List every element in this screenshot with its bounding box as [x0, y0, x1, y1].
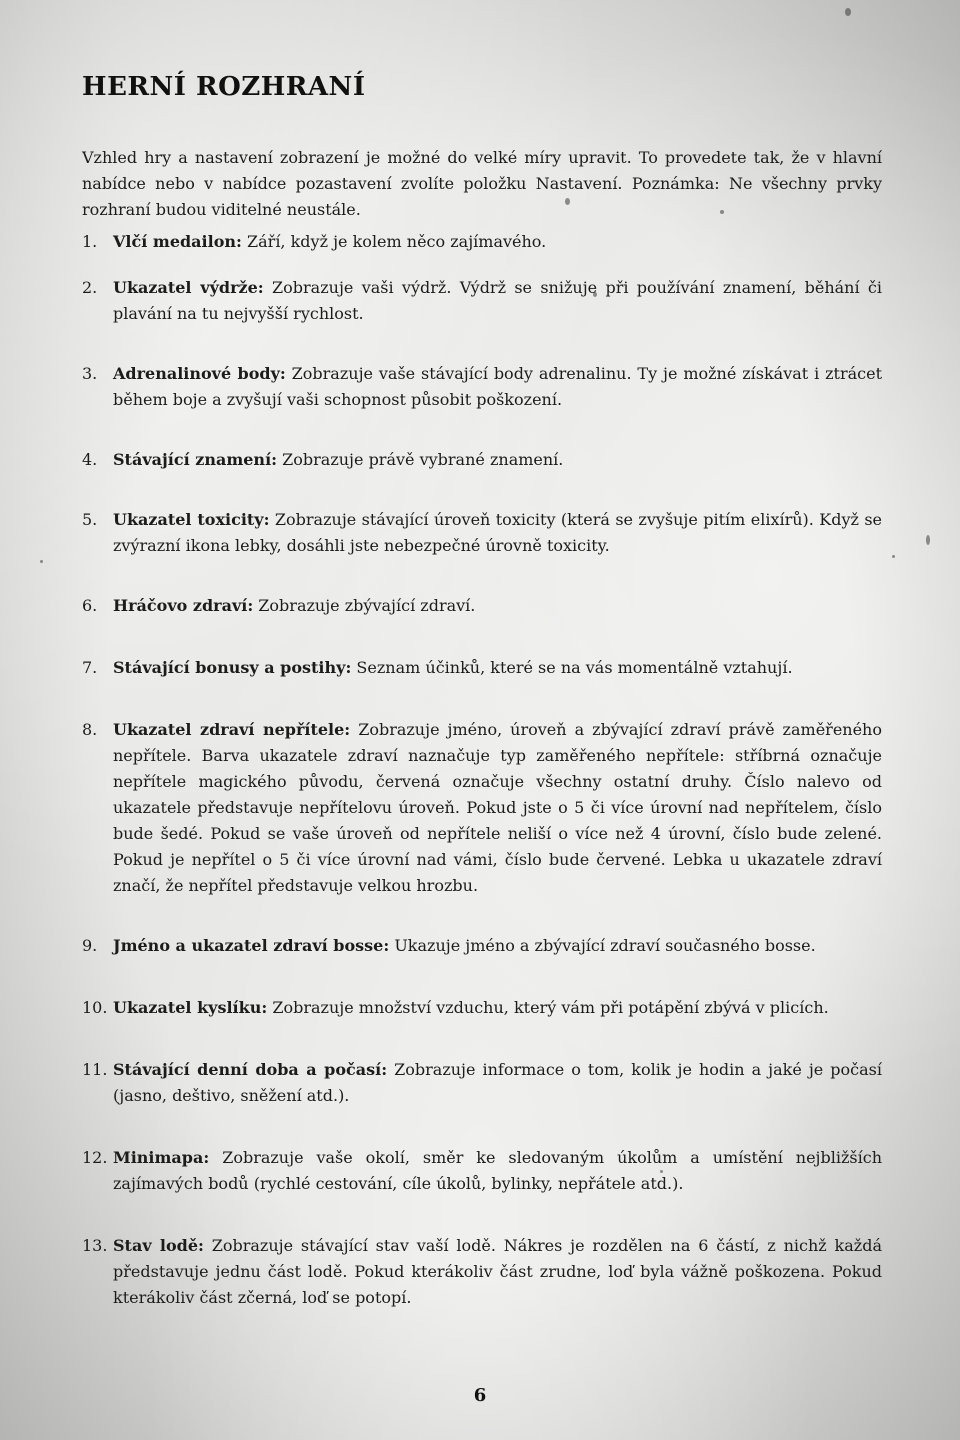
- paper-speck: [845, 8, 851, 16]
- intro-paragraph: Vzhled hry a nastavení zobrazení je možné do velké míry upravit. To provedete tak, že v hlavní nabídce nebo v nabídce pozastavení zvolíte položku Nastavení. Poznámka: Ne všechny prvky rozhraní budou viditelné neustále.: [82, 148, 882, 219]
- item-body: [113, 1145, 882, 1197]
- item-text: Zobrazuje jméno, úroveň a zbývající zdraví právě zaměřeného nepřítele. Barva ukazatele zdraví naznačuje typ zaměřeného nepřítele: stříbrná označuje nepřítele magického původu, červená označuje všechny ostatní druhy. Číslo nalevo od ukazatele představuje nepřítelovu úroveň. Pokud jste o 5 či více úrovní nad nepřítelem, číslo bude šedé. Pokud se vaše úroveň od nepřítele neliší o více než 4 úrovní, číslo bude zelené. Pokud je nepřítel o 5 či více úrovní nad vámi, číslo bude červené. Lebka u ukazatele zdraví značí, že nepřítel představuje velkou hrozbu.: [113, 720, 882, 895]
- item-text: Zobrazuje vaše stávající body adrenalinu. Ty je možné získávat i ztrácet během boje a zvyšují vaši schopnost působit poškození.: [113, 364, 882, 409]
- item-text: Zobrazuje stávající úroveň toxicity (která se zvyšuje pitím elixírů). Když se zvýrazní ikona lebky, dosáhli jste nebezpečné úrovně toxicity.: [113, 510, 883, 555]
- item-text: Zobrazuje zbývající zdraví.: [253, 596, 476, 615]
- item-number: 9.: [82, 936, 98, 955]
- item-label: Ukazatel výdrže:: [113, 278, 264, 297]
- item-body: [113, 655, 882, 681]
- item-body: [113, 717, 882, 899]
- item-body: [113, 593, 882, 619]
- list-item: [82, 593, 882, 619]
- item-text: Zobrazuje stávající stav vaší lodě. Nákres je rozdělen na 6 částí, z nichž každá představuje jednu část lodě. Pokud kterákoliv část zrudne, loď byla vážně poškozena. Pokud kterákoliv část zčerná, loď se potopí.: [113, 1236, 883, 1307]
- item-label: Stávající bonusy a postihy:: [113, 658, 352, 677]
- item-text: Zobrazuje vaše okolí, směr ke sledovaným úkolům a umístění nejbližších zajímavých bodů (rychlé cestování, cíle úkolů, bylinky, nepřátele atd.).: [113, 1148, 882, 1193]
- list-item: [82, 655, 882, 681]
- list-item: [82, 275, 882, 327]
- item-number: 4.: [82, 450, 98, 469]
- list-item: [82, 1145, 882, 1197]
- item-label: Stav lodě:: [113, 1236, 204, 1255]
- item-body: [113, 995, 882, 1021]
- item-number: 3.: [82, 364, 98, 383]
- item-number: 2.: [82, 278, 98, 297]
- item-body: [113, 361, 882, 413]
- list-item: [82, 229, 882, 255]
- item-body: [113, 507, 882, 559]
- item-label: Stávající znamení:: [113, 450, 278, 469]
- paper-speck: [926, 535, 930, 545]
- item-number: 12.: [82, 1148, 108, 1167]
- list-item: [82, 995, 882, 1021]
- item-label: Ukazatel kyslíku:: [113, 998, 268, 1017]
- paper-speck: [892, 555, 895, 558]
- list-item: [82, 1233, 882, 1311]
- item-label: Hráčovo zdraví:: [113, 596, 254, 615]
- list-item: [82, 361, 882, 413]
- list-item: [82, 933, 882, 959]
- item-body: [113, 447, 882, 473]
- item-label: Ukazatel toxicity:: [113, 510, 270, 529]
- item-label: Minimapa:: [113, 1148, 210, 1167]
- item-body: [113, 229, 882, 255]
- paper-speck: [40, 560, 43, 563]
- item-number: 6.: [82, 596, 98, 615]
- list-item: [82, 1057, 882, 1109]
- item-number: 1.: [82, 232, 98, 251]
- item-label: Ukazatel zdraví nepřítele:: [113, 720, 351, 739]
- list-item: [82, 447, 882, 473]
- list-item: [82, 507, 882, 559]
- page-title: HERNÍ ROZHRANÍ: [82, 72, 366, 102]
- item-text: Seznam účinků, které se na vás momentálně vztahují.: [351, 658, 793, 677]
- item-text: Zobrazuje množství vzduchu, který vám při potápění zbývá v plicích.: [267, 998, 829, 1017]
- page-content: [82, 145, 882, 1311]
- item-body: [113, 1057, 882, 1109]
- item-text: Ukazuje jméno a zbývající zdraví současného bosse.: [389, 936, 816, 955]
- list-item: [82, 717, 882, 899]
- item-body: [113, 275, 882, 327]
- item-number: 11.: [82, 1060, 108, 1079]
- item-number: 5.: [82, 510, 98, 529]
- item-text: Září, když je kolem něco zajímavého.: [241, 232, 547, 251]
- item-label: Stávající denní doba a počasí:: [113, 1060, 388, 1079]
- item-number: 8.: [82, 720, 98, 739]
- item-label: Jméno a ukazatel zdraví bosse:: [113, 936, 390, 955]
- item-label: Vlčí medailon:: [113, 232, 242, 251]
- item-number: 10.: [82, 998, 108, 1017]
- item-number: 13.: [82, 1236, 108, 1255]
- item-body: [113, 1233, 882, 1311]
- item-text: Zobrazuje informace o tom, kolik je hodin a jaké je počasí (jasno, deštivo, sněžení atd.).: [113, 1060, 882, 1105]
- item-label: Adrenalinové body:: [113, 364, 286, 383]
- page-number: 6: [473, 1385, 487, 1406]
- item-number: 7.: [82, 658, 98, 677]
- item-text: Zobrazuje právě vybrané znamení.: [277, 450, 564, 469]
- item-body: [113, 933, 882, 959]
- item-text: Zobrazuje vaši výdrž. Výdrž se snižuje při používání znamení, běhání či plavání na tu nejvyšší rychlost.: [113, 278, 882, 323]
